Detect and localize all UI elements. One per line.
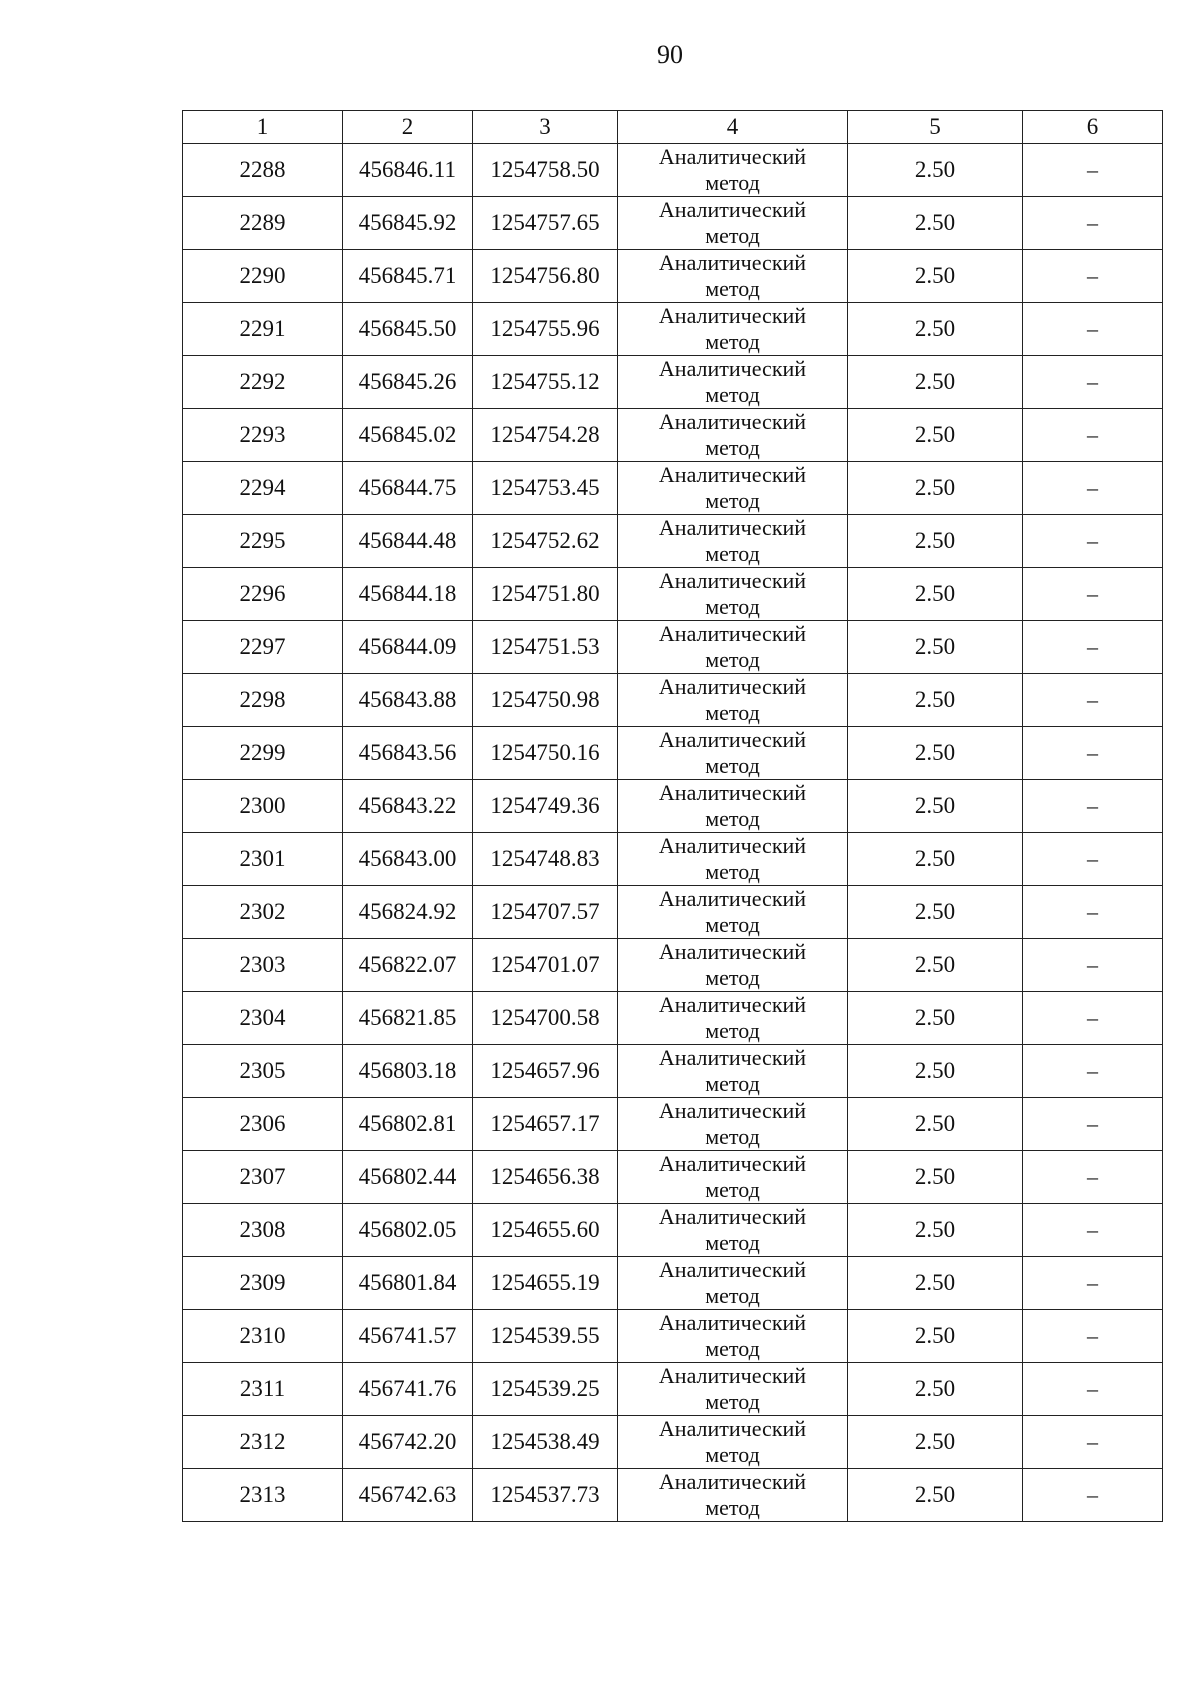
table-row	[183, 992, 1163, 1045]
method-line-2: метод	[705, 276, 760, 301]
method-line-2: метод	[705, 1177, 760, 1202]
y-coordinate-cell: 1254655.60	[473, 1204, 618, 1257]
point-number-cell: 2304	[183, 992, 343, 1045]
point-number-cell: 2312	[183, 1416, 343, 1469]
method-line-2: метод	[705, 170, 760, 195]
table-row	[183, 1151, 1163, 1204]
accuracy-value-cell: 2.50	[848, 515, 1023, 568]
note-cell: –	[1023, 727, 1163, 780]
table-row	[183, 197, 1163, 250]
method-line-2: метод	[705, 223, 760, 248]
table-row	[183, 515, 1163, 568]
note-cell: –	[1023, 568, 1163, 621]
coordinates-table	[182, 110, 1163, 1522]
note-cell: –	[1023, 939, 1163, 992]
y-coordinate-cell: 1254750.16	[473, 727, 618, 780]
y-coordinate-cell: 1254700.58	[473, 992, 618, 1045]
column-header: 4	[618, 111, 848, 144]
point-number-cell: 2310	[183, 1310, 343, 1363]
x-coordinate-cell: 456824.92	[343, 886, 473, 939]
point-number-cell: 2303	[183, 939, 343, 992]
page-number: 90	[657, 40, 683, 69]
method-line-1: Аналитический	[658, 1363, 807, 1388]
method-cell	[618, 568, 848, 621]
note-cell: –	[1023, 409, 1163, 462]
method-cell	[618, 621, 848, 674]
y-coordinate-cell: 1254749.36	[473, 780, 618, 833]
method-cell	[618, 303, 848, 356]
point-number-cell: 2298	[183, 674, 343, 727]
x-coordinate-cell: 456802.44	[343, 1151, 473, 1204]
method-line-2: метод	[705, 329, 760, 354]
method-line-2: метод	[705, 1442, 760, 1467]
accuracy-value-cell: 2.50	[848, 303, 1023, 356]
note-cell: –	[1023, 886, 1163, 939]
accuracy-value-cell: 2.50	[848, 568, 1023, 621]
point-number-cell: 2306	[183, 1098, 343, 1151]
method-line-2: метод	[705, 965, 760, 990]
note-cell: –	[1023, 780, 1163, 833]
accuracy-value-cell: 2.50	[848, 1310, 1023, 1363]
accuracy-value-cell: 2.50	[848, 886, 1023, 939]
table-row	[183, 727, 1163, 780]
point-number-cell: 2302	[183, 886, 343, 939]
method-line-1: Аналитический	[658, 833, 807, 858]
y-coordinate-cell: 1254655.19	[473, 1257, 618, 1310]
x-coordinate-cell: 456742.63	[343, 1469, 473, 1522]
accuracy-value-cell: 2.50	[848, 1363, 1023, 1416]
note-cell: –	[1023, 1363, 1163, 1416]
note-cell: –	[1023, 833, 1163, 886]
accuracy-value-cell: 2.50	[848, 1204, 1023, 1257]
x-coordinate-cell: 456843.00	[343, 833, 473, 886]
point-number-cell: 2307	[183, 1151, 343, 1204]
method-line-2: метод	[705, 488, 760, 513]
method-line-2: метод	[705, 382, 760, 407]
point-number-cell: 2313	[183, 1469, 343, 1522]
method-cell	[618, 1045, 848, 1098]
method-line-1: Аналитический	[658, 409, 807, 434]
table-row	[183, 833, 1163, 886]
x-coordinate-cell: 456803.18	[343, 1045, 473, 1098]
method-cell	[618, 1310, 848, 1363]
note-cell: –	[1023, 1151, 1163, 1204]
y-coordinate-cell: 1254656.38	[473, 1151, 618, 1204]
note-cell: –	[1023, 462, 1163, 515]
method-line-2: метод	[705, 647, 760, 672]
point-number-cell: 2308	[183, 1204, 343, 1257]
point-number-cell: 2288	[183, 144, 343, 197]
table-row	[183, 621, 1163, 674]
table-row	[183, 1045, 1163, 1098]
method-line-1: Аналитический	[658, 1416, 807, 1441]
method-line-2: метод	[705, 435, 760, 460]
table-row	[183, 939, 1163, 992]
y-coordinate-cell: 1254539.55	[473, 1310, 618, 1363]
y-coordinate-cell: 1254701.07	[473, 939, 618, 992]
accuracy-value-cell: 2.50	[848, 674, 1023, 727]
column-header: 1	[183, 111, 343, 144]
table-row	[183, 250, 1163, 303]
x-coordinate-cell: 456844.48	[343, 515, 473, 568]
accuracy-value-cell: 2.50	[848, 197, 1023, 250]
x-coordinate-cell: 456801.84	[343, 1257, 473, 1310]
method-line-2: метод	[705, 1336, 760, 1361]
method-cell	[618, 1257, 848, 1310]
method-line-2: метод	[705, 912, 760, 937]
x-coordinate-cell: 456844.18	[343, 568, 473, 621]
method-line-1: Аналитический	[658, 250, 807, 275]
method-cell	[618, 1204, 848, 1257]
method-cell	[618, 1363, 848, 1416]
accuracy-value-cell: 2.50	[848, 356, 1023, 409]
x-coordinate-cell: 456843.22	[343, 780, 473, 833]
method-cell	[618, 1098, 848, 1151]
point-number-cell: 2294	[183, 462, 343, 515]
point-number-cell: 2299	[183, 727, 343, 780]
table-row	[183, 1204, 1163, 1257]
method-line-1: Аналитический	[658, 780, 807, 805]
point-number-cell: 2289	[183, 197, 343, 250]
method-line-2: метод	[705, 594, 760, 619]
method-cell	[618, 515, 848, 568]
table-row	[183, 1469, 1163, 1522]
point-number-cell: 2296	[183, 568, 343, 621]
y-coordinate-cell: 1254751.80	[473, 568, 618, 621]
note-cell: –	[1023, 515, 1163, 568]
method-line-1: Аналитический	[658, 1469, 807, 1494]
method-line-1: Аналитический	[658, 568, 807, 593]
table-body	[183, 144, 1163, 1522]
accuracy-value-cell: 2.50	[848, 621, 1023, 674]
column-header: 6	[1023, 111, 1163, 144]
method-line-2: метод	[705, 700, 760, 725]
x-coordinate-cell: 456802.05	[343, 1204, 473, 1257]
method-line-1: Аналитический	[658, 1151, 807, 1176]
table-row	[183, 674, 1163, 727]
accuracy-value-cell: 2.50	[848, 1416, 1023, 1469]
x-coordinate-cell: 456843.88	[343, 674, 473, 727]
method-cell	[618, 674, 848, 727]
method-line-2: метод	[705, 1018, 760, 1043]
note-cell: –	[1023, 1469, 1163, 1522]
table-row	[183, 303, 1163, 356]
table-row	[183, 780, 1163, 833]
point-number-cell: 2305	[183, 1045, 343, 1098]
method-line-1: Аналитический	[658, 1045, 807, 1070]
note-cell: –	[1023, 992, 1163, 1045]
method-line-1: Аналитический	[658, 515, 807, 540]
accuracy-value-cell: 2.50	[848, 1469, 1023, 1522]
note-cell: –	[1023, 144, 1163, 197]
column-header: 5	[848, 111, 1023, 144]
x-coordinate-cell: 456844.09	[343, 621, 473, 674]
table-row	[183, 462, 1163, 515]
method-cell	[618, 992, 848, 1045]
x-coordinate-cell: 456742.20	[343, 1416, 473, 1469]
table-row	[183, 1416, 1163, 1469]
method-cell	[618, 1151, 848, 1204]
method-line-1: Аналитический	[658, 1310, 807, 1335]
accuracy-value-cell: 2.50	[848, 144, 1023, 197]
y-coordinate-cell: 1254750.98	[473, 674, 618, 727]
method-line-1: Аналитический	[658, 621, 807, 646]
method-line-1: Аналитический	[658, 462, 807, 487]
y-coordinate-cell: 1254538.49	[473, 1416, 618, 1469]
note-cell: –	[1023, 1045, 1163, 1098]
method-line-2: метод	[705, 1230, 760, 1255]
method-cell	[618, 886, 848, 939]
method-line-2: метод	[705, 1124, 760, 1149]
accuracy-value-cell: 2.50	[848, 462, 1023, 515]
method-line-1: Аналитический	[658, 992, 807, 1017]
method-line-1: Аналитический	[658, 886, 807, 911]
note-cell: –	[1023, 197, 1163, 250]
method-line-2: метод	[705, 541, 760, 566]
table-row	[183, 1363, 1163, 1416]
method-line-1: Аналитический	[658, 197, 807, 222]
table-row	[183, 1310, 1163, 1363]
y-coordinate-cell: 1254755.12	[473, 356, 618, 409]
y-coordinate-cell: 1254758.50	[473, 144, 618, 197]
note-cell: –	[1023, 1416, 1163, 1469]
table-header-row	[183, 111, 1163, 144]
method-cell	[618, 197, 848, 250]
y-coordinate-cell: 1254756.80	[473, 250, 618, 303]
x-coordinate-cell: 456821.85	[343, 992, 473, 1045]
method-line-2: метод	[705, 1389, 760, 1414]
x-coordinate-cell: 456802.81	[343, 1098, 473, 1151]
note-cell: –	[1023, 356, 1163, 409]
note-cell: –	[1023, 250, 1163, 303]
method-cell	[618, 939, 848, 992]
point-number-cell: 2291	[183, 303, 343, 356]
y-coordinate-cell: 1254755.96	[473, 303, 618, 356]
method-line-1: Аналитический	[658, 727, 807, 752]
table-row	[183, 1257, 1163, 1310]
method-line-1: Аналитический	[658, 674, 807, 699]
method-line-1: Аналитический	[658, 939, 807, 964]
point-number-cell: 2292	[183, 356, 343, 409]
note-cell: –	[1023, 1204, 1163, 1257]
method-line-2: метод	[705, 859, 760, 884]
accuracy-value-cell: 2.50	[848, 1045, 1023, 1098]
table-row	[183, 568, 1163, 621]
accuracy-value-cell: 2.50	[848, 727, 1023, 780]
point-number-cell: 2301	[183, 833, 343, 886]
x-coordinate-cell: 456741.57	[343, 1310, 473, 1363]
x-coordinate-cell: 456845.02	[343, 409, 473, 462]
x-coordinate-cell: 456822.07	[343, 939, 473, 992]
x-coordinate-cell: 456844.75	[343, 462, 473, 515]
table-row	[183, 886, 1163, 939]
accuracy-value-cell: 2.50	[848, 250, 1023, 303]
method-cell	[618, 1469, 848, 1522]
y-coordinate-cell: 1254757.65	[473, 197, 618, 250]
accuracy-value-cell: 2.50	[848, 409, 1023, 462]
method-cell	[618, 409, 848, 462]
accuracy-value-cell: 2.50	[848, 1098, 1023, 1151]
y-coordinate-cell: 1254657.17	[473, 1098, 618, 1151]
point-number-cell: 2293	[183, 409, 343, 462]
method-line-2: метод	[705, 1283, 760, 1308]
y-coordinate-cell: 1254748.83	[473, 833, 618, 886]
table-row	[183, 409, 1163, 462]
note-cell: –	[1023, 674, 1163, 727]
column-header: 3	[473, 111, 618, 144]
y-coordinate-cell: 1254707.57	[473, 886, 618, 939]
note-cell: –	[1023, 1310, 1163, 1363]
method-cell	[618, 1416, 848, 1469]
method-cell	[618, 780, 848, 833]
accuracy-value-cell: 2.50	[848, 780, 1023, 833]
x-coordinate-cell: 456843.56	[343, 727, 473, 780]
x-coordinate-cell: 456741.76	[343, 1363, 473, 1416]
accuracy-value-cell: 2.50	[848, 992, 1023, 1045]
accuracy-value-cell: 2.50	[848, 939, 1023, 992]
method-line-2: метод	[705, 806, 760, 831]
point-number-cell: 2297	[183, 621, 343, 674]
method-line-2: метод	[705, 1495, 760, 1520]
method-cell	[618, 250, 848, 303]
x-coordinate-cell: 456846.11	[343, 144, 473, 197]
y-coordinate-cell: 1254753.45	[473, 462, 618, 515]
method-line-2: метод	[705, 753, 760, 778]
y-coordinate-cell: 1254539.25	[473, 1363, 618, 1416]
method-cell	[618, 833, 848, 886]
y-coordinate-cell: 1254752.62	[473, 515, 618, 568]
x-coordinate-cell: 456845.26	[343, 356, 473, 409]
method-line-1: Аналитический	[658, 1204, 807, 1229]
method-line-2: метод	[705, 1071, 760, 1096]
x-coordinate-cell: 456845.92	[343, 197, 473, 250]
table-row	[183, 144, 1163, 197]
x-coordinate-cell: 456845.71	[343, 250, 473, 303]
accuracy-value-cell: 2.50	[848, 1151, 1023, 1204]
point-number-cell: 2290	[183, 250, 343, 303]
y-coordinate-cell: 1254657.96	[473, 1045, 618, 1098]
method-line-1: Аналитический	[658, 1257, 807, 1282]
method-cell	[618, 144, 848, 197]
point-number-cell: 2311	[183, 1363, 343, 1416]
method-line-1: Аналитический	[658, 303, 807, 328]
x-coordinate-cell: 456845.50	[343, 303, 473, 356]
note-cell: –	[1023, 621, 1163, 674]
method-line-1: Аналитический	[658, 144, 807, 169]
table-row	[183, 1098, 1163, 1151]
point-number-cell: 2300	[183, 780, 343, 833]
note-cell: –	[1023, 303, 1163, 356]
accuracy-value-cell: 2.50	[848, 1257, 1023, 1310]
method-cell	[618, 727, 848, 780]
table-row	[183, 356, 1163, 409]
point-number-cell: 2295	[183, 515, 343, 568]
note-cell: –	[1023, 1098, 1163, 1151]
y-coordinate-cell: 1254537.73	[473, 1469, 618, 1522]
method-cell	[618, 462, 848, 515]
method-line-1: Аналитический	[658, 1098, 807, 1123]
column-header: 2	[343, 111, 473, 144]
method-line-1: Аналитический	[658, 356, 807, 381]
method-cell	[618, 356, 848, 409]
point-number-cell: 2309	[183, 1257, 343, 1310]
accuracy-value-cell: 2.50	[848, 833, 1023, 886]
note-cell: –	[1023, 1257, 1163, 1310]
y-coordinate-cell: 1254751.53	[473, 621, 618, 674]
y-coordinate-cell: 1254754.28	[473, 409, 618, 462]
